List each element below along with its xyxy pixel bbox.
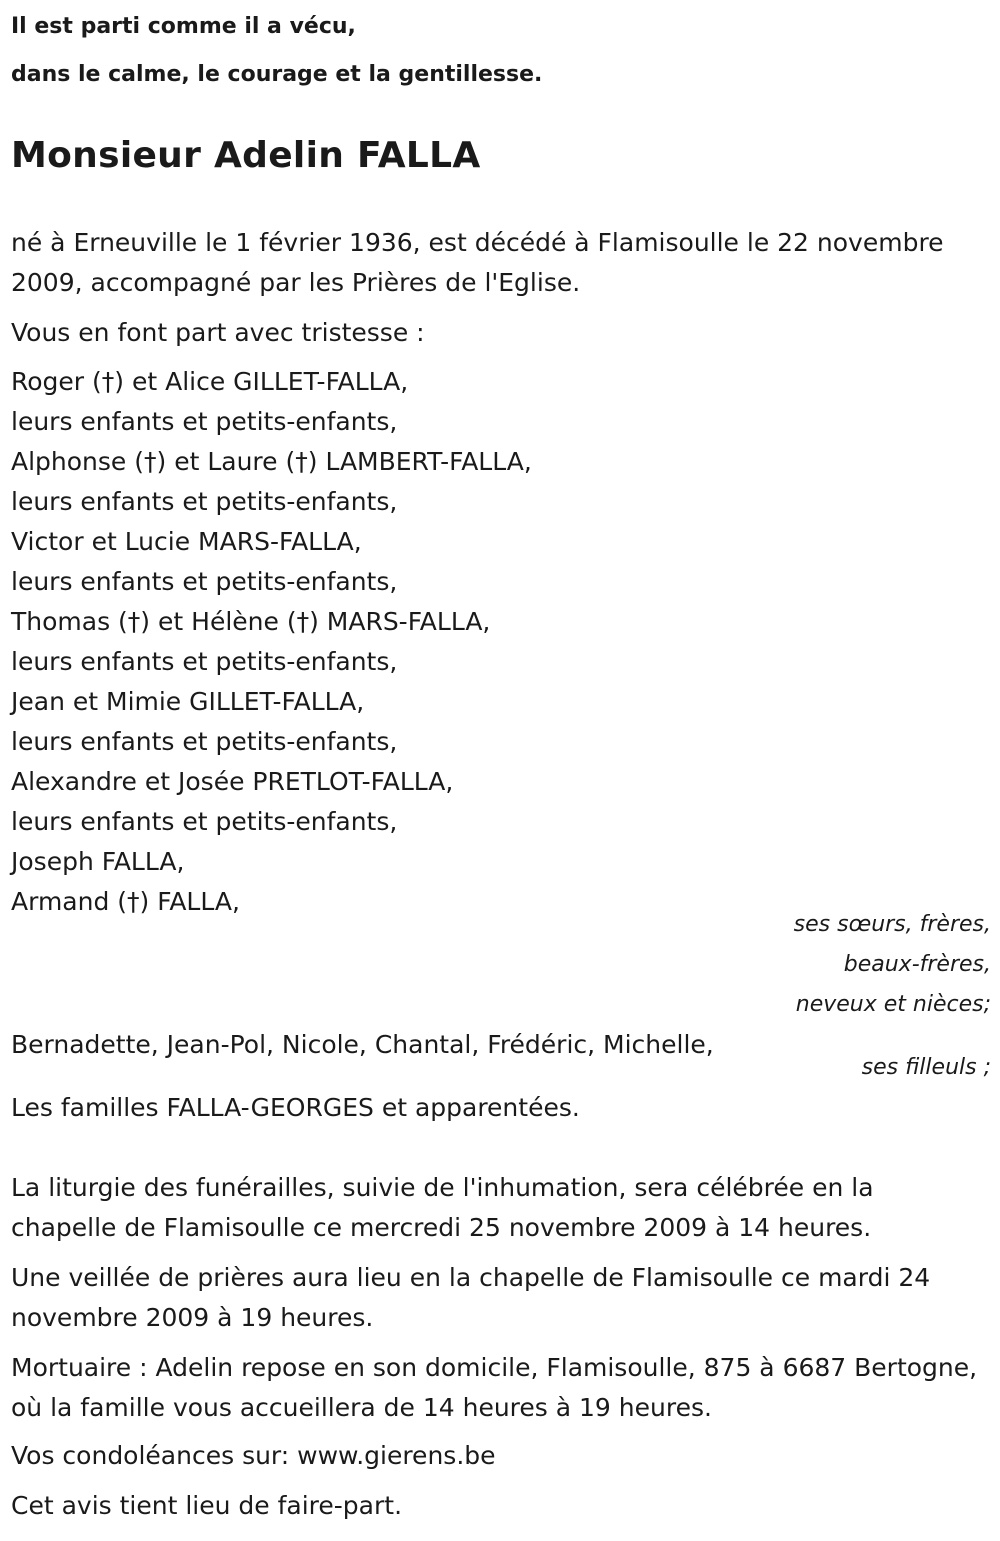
family-line: Alphonse (†) et Laure (†) LAMBERT-FALLA, [11,447,532,476]
epigraph-line-2: dans le calme, le courage et la gentillesse. [11,62,543,87]
relation-siblings: ses sœurs, frères, [793,912,991,937]
family-list [11,362,532,922]
family-line: leurs enfants et petits-enfants, [11,487,398,516]
condolences-line: Vos condoléances sur: www.gierens.be [11,1441,496,1470]
family-line: leurs enfants et petits-enfants, [11,567,398,596]
liturgy-paragraph: La liturgie des funérailles, suivie de l'inhumation, sera célébrée en la chapelle de Flamisoulle ce mercredi 25 novembre 2009 à 14 heures. [11,1173,874,1242]
family-line: leurs enfants et petits-enfants, [11,727,398,756]
family-line: leurs enfants et petits-enfants, [11,407,398,436]
family-line: leurs enfants et petits-enfants, [11,807,398,836]
godchildren-names: Bernadette, Jean-Pol, Nicole, Chantal, Frédéric, Michelle, [11,1030,714,1059]
relation-in-laws: beaux-frères, [843,952,991,977]
family-line: Victor et Lucie MARS-FALLA, [11,527,362,556]
family-line: Thomas (†) et Hélène (†) MARS-FALLA, [11,607,491,636]
family-line: Armand (†) FALLA, [11,887,240,916]
family-line: Jean et Mimie GILLET-FALLA, [11,687,365,716]
families-line: Les familles FALLA-GEORGES et apparentées. [11,1093,580,1122]
vigil-paragraph: Une veillée de prières aura lieu en la chapelle de Flamisoulle ce mardi 24 novembre 2009 à 19 heures. [11,1263,931,1332]
announcement-lead: Vous en font part avec tristesse : [11,318,425,347]
relation-nephews: neveux et nièces; [795,992,991,1017]
mortuary-paragraph: Mortuaire : Adelin repose en son domicile, Flamisoulle, 875 à 6687 Bertogne, où la famille vous accueillera de 14 heures à 19 heures. [11,1353,978,1422]
family-line: Joseph FALLA, [11,847,185,876]
family-line: Roger (†) et Alice GILLET-FALLA, [11,367,409,396]
relation-godchildren: ses filleuls ; [861,1055,991,1080]
epigraph-line-1: Il est parti comme il a vécu, [11,14,356,39]
notice-line: Cet avis tient lieu de faire-part. [11,1491,403,1520]
intro-paragraph: né à Erneuville le 1 février 1936, est décédé à Flamisoulle le 22 novembre 2009, accompagné par les Prières de l'Eglise. [11,228,944,297]
family-line: leurs enfants et petits-enfants, [11,647,398,676]
family-line: Alexandre et Josée PRETLOT-FALLA, [11,767,454,796]
deceased-name: Monsieur Adelin FALLA [11,135,481,176]
